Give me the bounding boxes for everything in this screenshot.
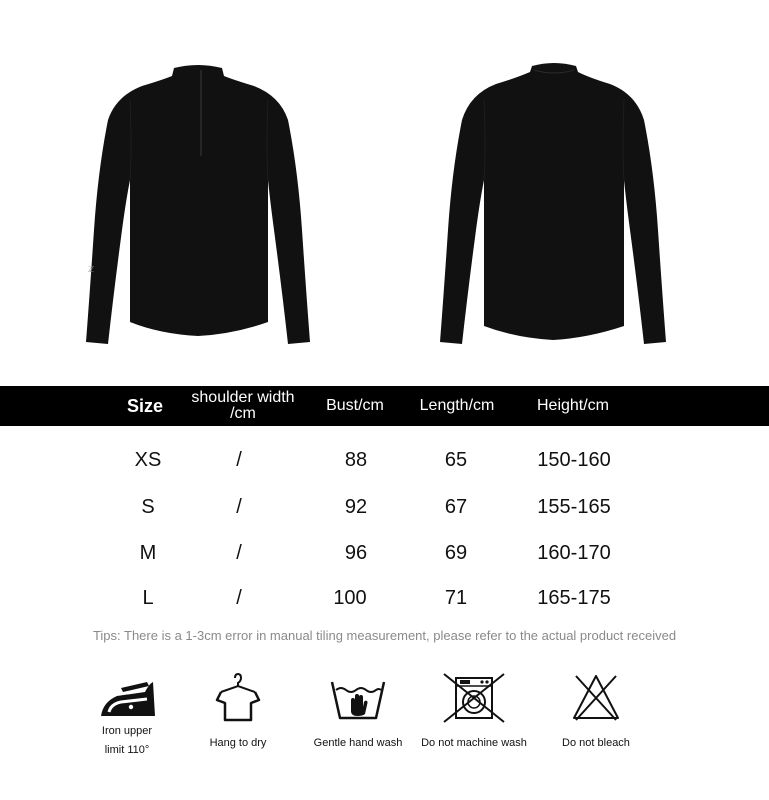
cell-length: 67	[444, 495, 468, 518]
cell-height: 155-165	[537, 495, 611, 518]
care-no-bleach	[548, 672, 644, 753]
cell-length: 69	[444, 541, 468, 564]
cell-bust: 92	[344, 495, 368, 518]
care-hang-label: Hang to dry	[209, 737, 267, 749]
cell-length: 65	[444, 448, 468, 471]
table-row	[0, 533, 769, 573]
cell-shoulder: /	[236, 541, 242, 564]
cell-size: M	[139, 541, 157, 564]
header-shoulder-line2: /cm	[230, 405, 256, 422]
table-row	[0, 578, 769, 618]
no-bleach-icon	[570, 672, 622, 724]
cell-height: 160-170	[537, 541, 611, 564]
table-row	[0, 487, 769, 527]
header-height: Height/cm	[536, 397, 610, 414]
care-no-machine-wash	[412, 672, 536, 753]
cell-size: S	[141, 495, 155, 518]
cell-bust: 96	[344, 541, 368, 564]
cell-shoulder: /	[236, 495, 242, 518]
hang-dry-icon	[215, 672, 261, 724]
cell-shoulder: /	[236, 448, 242, 471]
header-length: Length/cm	[419, 397, 495, 414]
care-hand-wash	[306, 672, 410, 753]
product-images	[0, 0, 769, 385]
no-machine-wash-icon	[442, 672, 506, 724]
header-shoulder-line1: shoulder width	[191, 389, 295, 406]
care-no-machine-label: Do not machine wash	[421, 737, 527, 749]
care-iron-line1: Iron upper	[101, 725, 153, 737]
care-hang-dry	[200, 672, 276, 753]
cell-shoulder: /	[236, 586, 242, 609]
care-iron-line2: limit 110°	[104, 744, 150, 756]
care-iron	[84, 672, 170, 760]
size-table-header	[0, 386, 769, 426]
measurement-tips: Tips: There is a 1-3cm error in manual tiling measurement, please refer to the actual product received	[92, 628, 677, 643]
cell-size: L	[142, 586, 154, 609]
cell-height: 150-160	[537, 448, 611, 471]
care-no-bleach-label: Do not bleach	[562, 737, 630, 749]
brand-mark-icon: ℤ	[88, 265, 94, 274]
iron-icon	[97, 672, 157, 722]
cell-bust: 88	[344, 448, 368, 471]
cell-height: 165-175	[537, 586, 611, 609]
cell-bust: 100	[333, 586, 367, 609]
care-handwash-label: Gentle hand wash	[313, 737, 403, 749]
hand-wash-icon	[329, 672, 387, 724]
cell-size: XS	[134, 448, 162, 471]
header-bust: Bust/cm	[326, 397, 384, 414]
cell-length: 71	[444, 586, 468, 609]
header-shoulder-width	[180, 386, 306, 426]
shirt-front-image	[84, 60, 312, 350]
header-size: Size	[126, 395, 164, 416]
table-row	[0, 440, 769, 480]
shirt-back-image	[438, 60, 668, 350]
